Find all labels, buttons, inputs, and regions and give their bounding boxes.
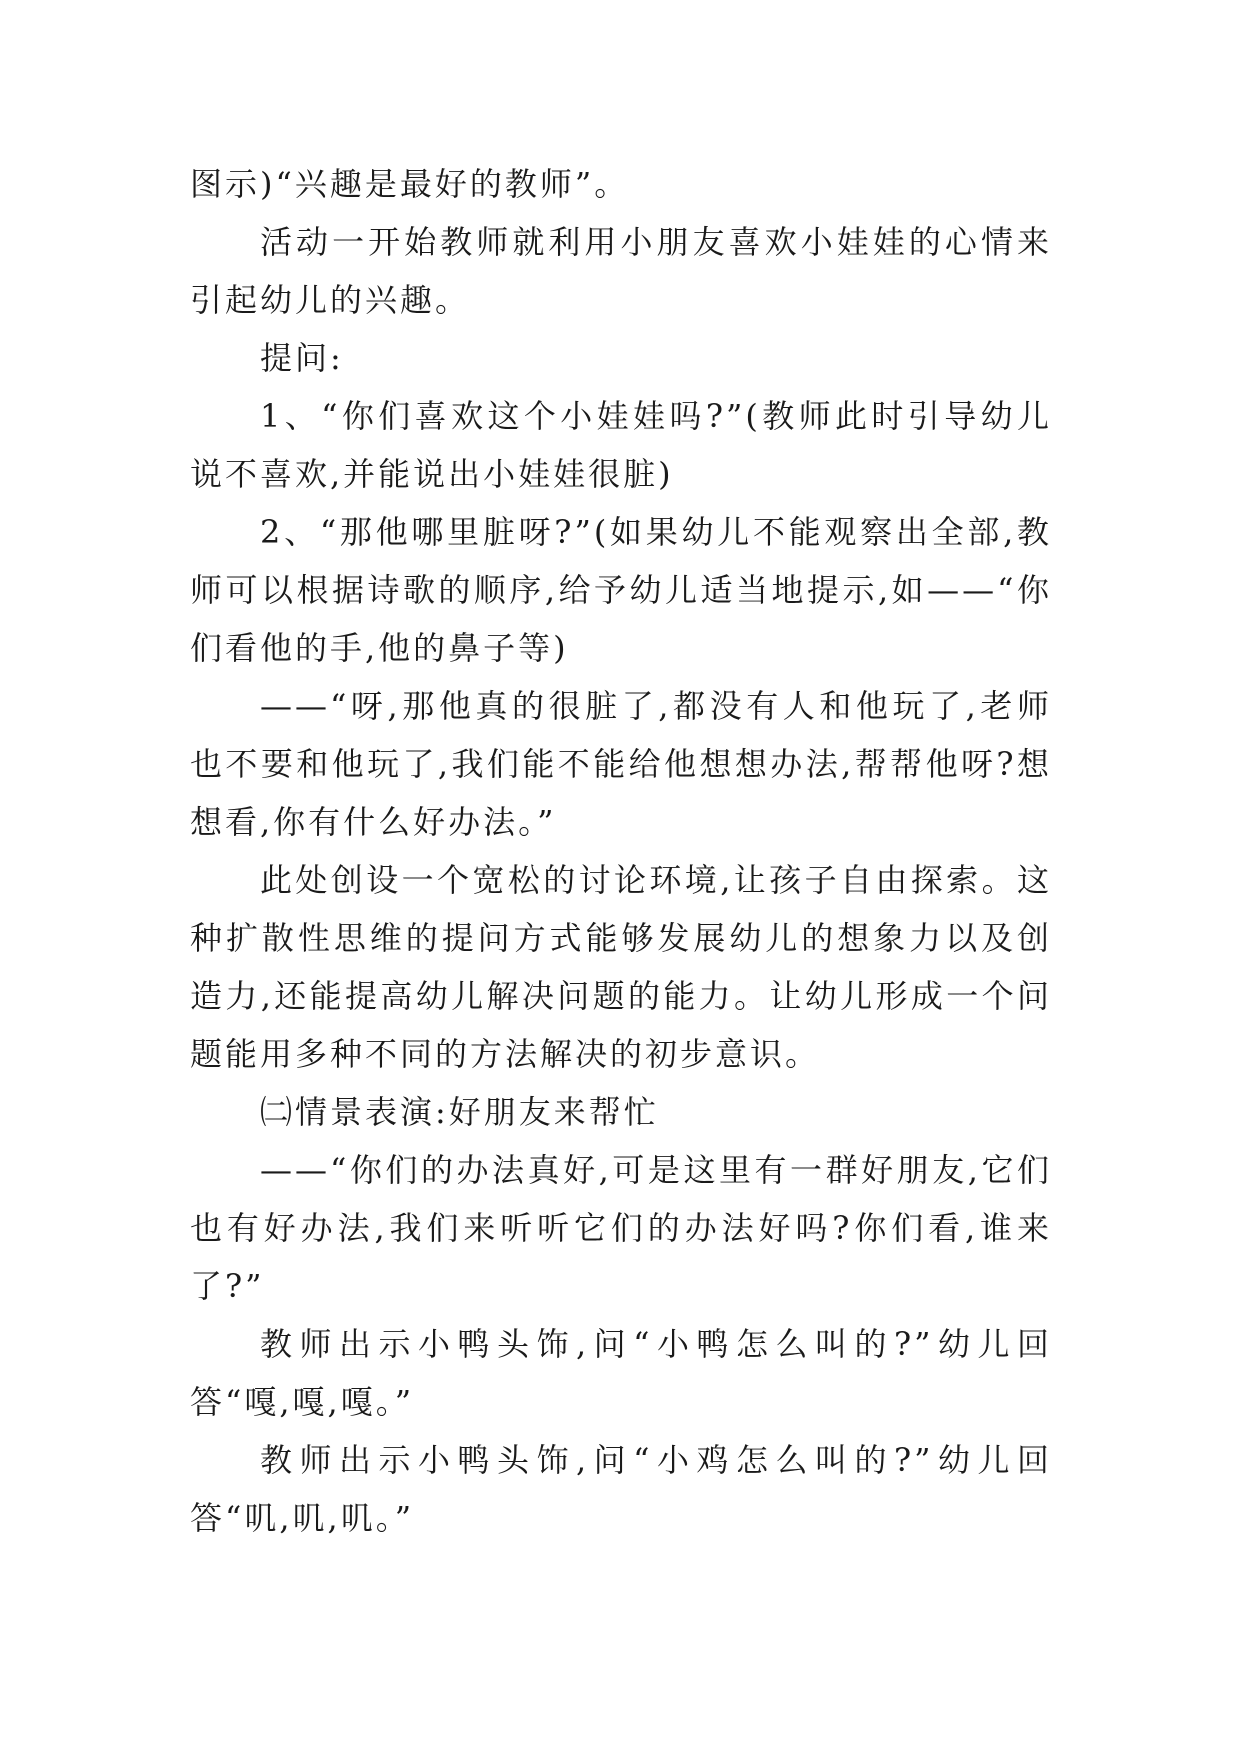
- paragraph-6: ——“呀,那他真的很脏了,都没有人和他玩了,老师也不要和他玩了,我们能不能给他想想办法,帮帮他呀?想想看,你有什么好办法。”: [190, 687, 1052, 841]
- paragraph-11: 教师出示小鸭头饰,问“小鸡怎么叫的?”幼儿回答“叽,叽,叽。”: [190, 1441, 1052, 1537]
- paragraph-9: ——“你们的办法真好,可是这里有一群好朋友,它们也有好办法,我们来听听它们的办法好吗?你们看,谁来了?”: [190, 1151, 1052, 1305]
- paragraph-10: 教师出示小鸭头饰,问“小鸭怎么叫的?”幼儿回答“嘎,嘎,嘎。”: [190, 1325, 1052, 1421]
- paragraph-4: 1、“你们喜欢这个小娃娃吗?”(教师此时引导幼儿说不喜欢,并能说出小娃娃很脏): [190, 397, 1052, 493]
- paragraph-2: 活动一开始教师就利用小朋友喜欢小娃娃的心情来引起幼儿的兴趣。: [190, 223, 1052, 319]
- paragraph-5: 2、“那他哪里脏呀?”(如果幼儿不能观察出全部,教师可以根据诗歌的顺序,给予幼儿适当地提示,如——“你们看他的手,他的鼻子等): [190, 513, 1052, 667]
- document-body: [190, 155, 1052, 1547]
- paragraph-1: 图示)“兴趣是最好的教师”。: [190, 165, 630, 203]
- paragraph-8: ㈡情景表演:好朋友来帮忙: [260, 1093, 659, 1131]
- paragraph-3: 提问:: [260, 339, 344, 377]
- paragraph-7: 此处创设一个宽松的讨论环境,让孩子自由探索。这种扩散性思维的提问方式能够发展幼儿的想象力以及创造力,还能提高幼儿解决问题的能力。让幼儿形成一个问题能用多种不同的方法解决的初步意识。: [190, 861, 1052, 1073]
